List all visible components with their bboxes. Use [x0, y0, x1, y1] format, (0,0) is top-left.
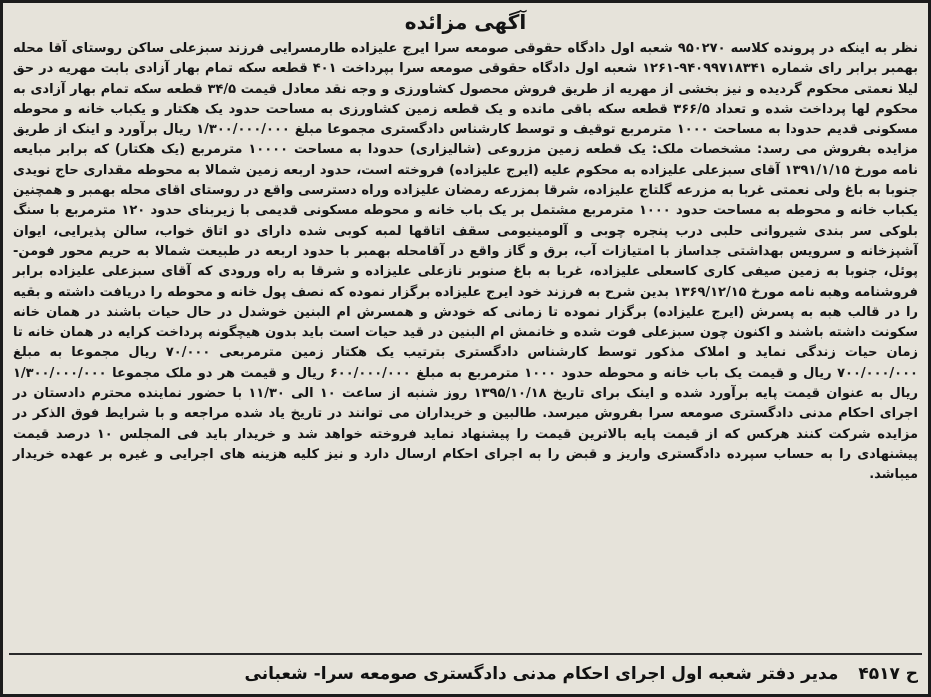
notice-footer: [13, 656, 918, 692]
notice-body-text: نظر به اینکه در پرونده کلاسه ۹۵۰۲۷۰ شعبه اول دادگاه حقوقی صومعه سرا ایرج علیزاده طارمسرایی فرزند سبزعلی ساکن روستای آقا محله بهمبر برابر رای شماره ۹۴۰۹۹۷۱۸۳۴۱-۱۲۶۱ شعبه اول دادگاه حقوقی صومعه سرا بپرداخت ۴۰۱ قطعه سکه تمام بهار آزادی بابت مهریه در حق لیلا نعمتی محکوم گردیده و نیز بخشی از مهریه از طریق فروش محصول کشاورزی و وجه نقد معادل قیمت ۳۴/۵ قطعه سکه تمام بهار آزادی به محکوم لها پرداخت شده و تعداد ۳۶۶/۵ قطعه سکه باقی مانده و یک قطعه زمین کشاورزی به مساحت حدود یک هکتار و یکباب خانه و محوطه مسکونی قدیم حدودا به مساحت ۱۰۰۰ مترمربع توقیف و توسط کارشناس دادگستری مجموعا مبلغ ۱/۳۰۰/۰۰۰/۰۰۰ ریال برآورد و اینک از طریق مزایده بفروش می رسد: مشخصات ملک: یک قطعه زمین مزروعی (شالیزاری) حدودا به مساحت ۱۰۰۰۰ مترمربع (یک هکتار) که برابر مبایعه نامه مورخ ۱۳۹۱/۱/۱۵ آقای سبزعلی علیزاده به محکوم علیه (ایرج علیزاده) فروخته است، حدود اربعه زمین شمالا به محوطه مقداری حاج نویدی جنوبا به باغ ولی نعمتی غربا به مزرعه گلتاج علیزاده، شرقا بمزرعه رمضان علیزاده وراه دسترسی واقع در روستای اقای محله بهمبر و همچنین یکباب خانه و محوطه به مساحت حدود ۱۰۰۰ مترمربع مشتمل بر یک باب خانه و محوطه مسکونی قدیمی با زیربنای حدود ۱۲۰ مترمربع با سنگ بلوکی سر بندی شیروانی حلبی درب پنجره چوبی و آلومینیومی سقف اتاقها لمبه کوبی شده دارای دو اتاق خواب، سالن پذیرایی، ایوان آشپزخانه و سرویس بهداشتی جداساز با امتیازات آب، برق و گاز واقع در آقامحله بهمبر با حدود اربعه در طبیعت شمالا به حریم محور فومن- پوئل، جنوبا به زمین صیفی کاری کاسعلی علیزاده، غربا به باغ صنوبر نازعلی علیزاده و شرقا به راه ورودی که آقای سبزعلی علیزاده برابر فروشنامه وهبه نامه مورخ ۱۳۶۹/۱۲/۱۵ بدین شرح به فرزند خود ایرج علیزاده برگزار نموده که نصف پول خانه و محوطه را دریافت داشته و بقیه را در قالب هبه به پسرش (ایرج علیزاده) برگزار نموده تا زمانی که خودش و همسرش ام البنین خوشدل در حال حیات باشند در همان خانه سکونت داشته باشند و اکنون چون سبزعلی فوت شده و خانمش ام البنین در قید حیات است باید بدون هیچگونه پرداخت کرایه در همان خانه تا زمان حیات زندگی نماید و املاک مذکور توسط کارشناس دادگستری بترتیب یک هکتار زمین مترمربعی ۷۰/۰۰۰ ریال مجموعا به مبلغ ۷۰۰/۰۰۰/۰۰۰ ریال و قیمت یک باب خانه و محوطه حدود ۱۰۰۰ مترمربع به مبلغ ۶۰۰/۰۰۰/۰۰۰ ریال و قیمت هر دو ملک مجموعا ۱/۳۰۰/۰۰۰/۰۰۰ ریال به عنوان قیمت پایه برآورد شده و اینک برای تاریخ ۱۳۹۵/۱۰/۱۸ روز شنبه از ساعت ۱۰ الی ۱۱/۳۰ با حضور نماینده محترم دادستان در اجرای احکام مدنی دادگستری صومعه سرا بفروش میرسد. طالبین و خریداران می توانند در تاریخ یاد شده مراجعه و با شرایط فوق الذکر در مزایده شرکت کنند هرکس که از قیمت پایه بالاترین قیمت را پیشنهاد نماید فروخته خواهد شد و خریدار باید فی المجلس ۱۰ درصد قیمت پیشنهادی را به حساب سپرده دادگستری واریز و قبض را به اجرای احکام ارسال دارد و نیز کلیه هزینه های اجرایی و غیره بر عهده خریدار میباشد.: [13, 41, 919, 483]
notice-signature: مدیر دفتر شعبه اول اجرای احکام مدنی دادگستری صومعه سرا- شعبانی: [244, 664, 839, 684]
notice-title: آگهی مزائده: [404, 10, 527, 34]
footer-divider: [9, 653, 922, 655]
notice-code: ح ۴۵۱۷: [858, 664, 918, 684]
